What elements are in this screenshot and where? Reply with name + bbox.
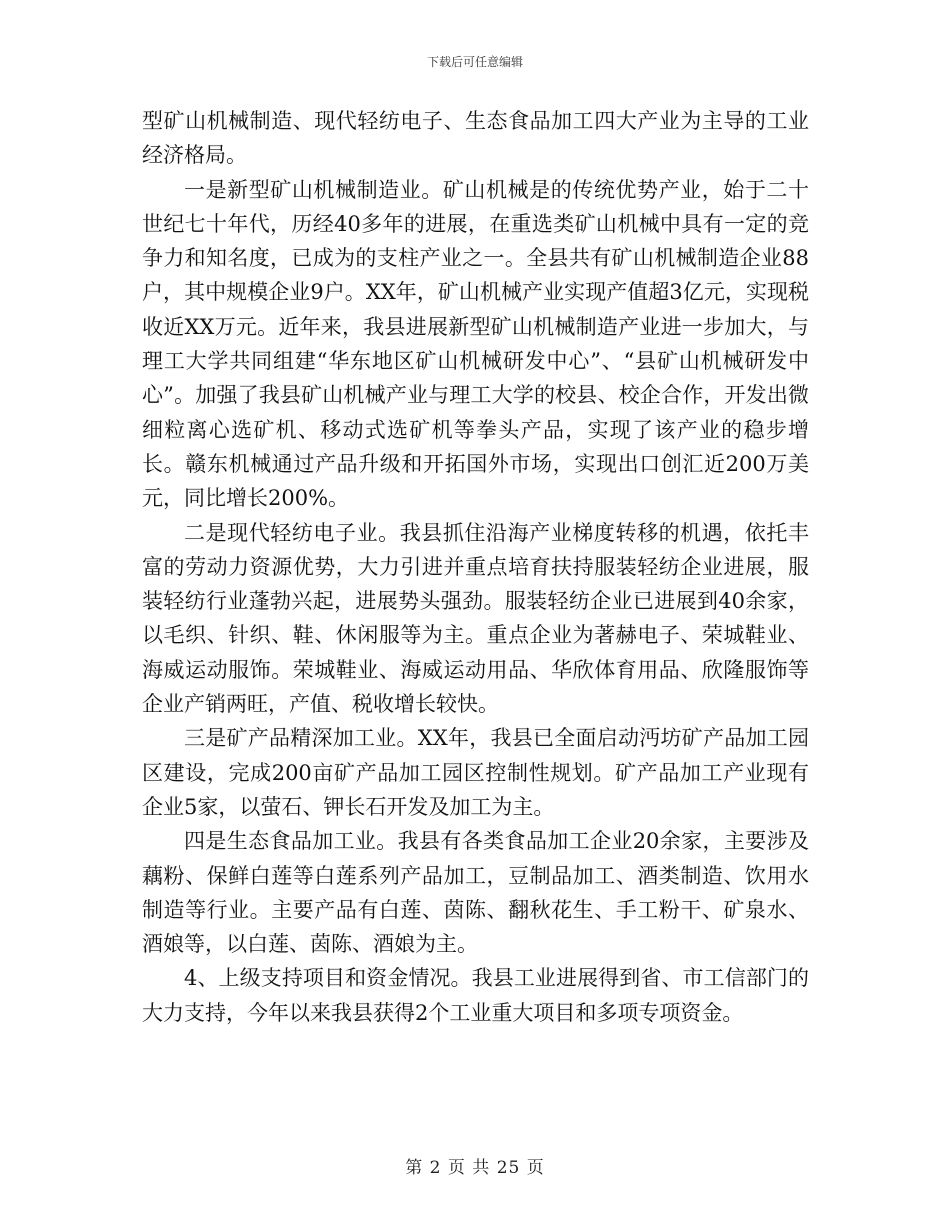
paragraph-support-projects: 4、上级支持项目和资金情况。我县工业进展得到省、市工信部门的大力支持，今年以来我县获得2个工业重大项目和多项专项资金。 xyxy=(142,966,809,1025)
paragraph-food-processing: 四是生态食品加工业。我县有各类食品加工企业20余家，主要涉及藕粉、保鲜白莲等白莲系列产品加工，豆制品加工、酒类制造、饮用水制造等行业。主要产品有白莲、茵陈、翻秋花生、手工粉干、矿泉水、酒娘等，以白莲、茵陈、酒娘为主。 xyxy=(142,829,809,957)
page-number-footer: 第 2 页 共 25 页 xyxy=(405,1158,545,1178)
paragraph-mining-machinery: 一是新型矿山机械制造业。矿山机械是的传统优势产业，始于二十世纪七十年代，历经40多年的进展，在重选类矿山机械中具有一定的竞争力和知名度，已成为的支柱产业之一。全县共有矿山机械制造企业88户，其中规模企业9户。XX年，矿山机械产业实现产值超3亿元，实现税收近XX万元。近年来，我县进展新型矿山机械制造产业进一步加大，与理工大学共同组建“华东地区矿山机械研发中心”、“县矿山机械研发中心”。加强了我县矿山机械产业与理工大学的校县、校企合作，开发出微细粒离心选矿机、移动式选矿机等拳头产品，实现了该产业的稳步增长。赣东机械通过产品升级和开拓国外市场，实现出口创汇近200万美元，同比增长200%。 xyxy=(142,177,809,511)
document-body xyxy=(142,104,809,1030)
page-header: 下载后可任意编辑 xyxy=(426,55,523,69)
paragraph-textile-electronics: 二是现代轻纺电子业。我县抓住沿海产业梯度转移的机遇，依托丰富的劳动力资源优势，大力引进并重点培育扶持服装轻纺企业进展，服装轻纺行业蓬勃兴起，进展势头强劲。服装轻纺企业已进展到40余家，以毛织、针织、鞋、休闲服等为主。重点企业为著赫电子、荣城鞋业、海威运动服饰。荣城鞋业、海威运动用品、华欣体育用品、欣隆服饰等企业产销两旺，产值、税收增长较快。 xyxy=(142,520,809,717)
paragraph-continuation: 型矿山机械制造、现代轻纺电子、生态食品加工四大产业为主导的工业经济格局。 xyxy=(142,109,809,168)
paragraph-mineral-processing: 三是矿产品精深加工业。XX年，我县已全面启动沔坊矿产品加工园区建设，完成200亩矿产品加工园区控制性规划。矿产品加工产业现有企业5家，以萤石、钾长石开发及加工为主。 xyxy=(142,726,809,819)
